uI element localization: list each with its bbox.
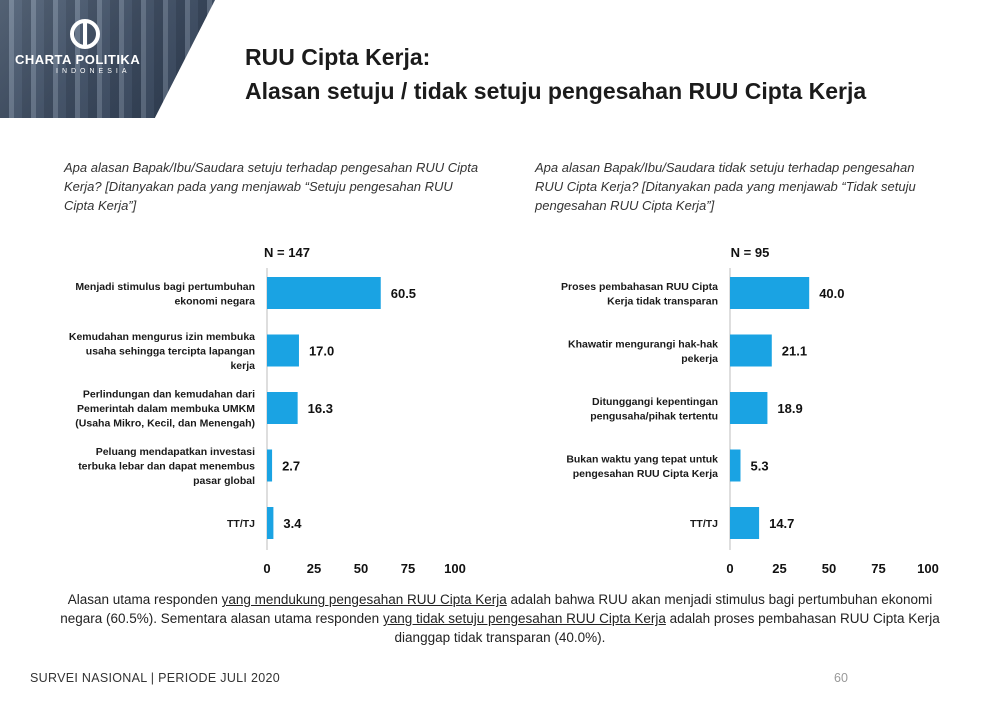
right-bar-value-4: 5.3 — [750, 458, 769, 474]
left-category-label-2-line-3: kerja — [230, 360, 255, 372]
left-category-label-5 — [227, 518, 255, 530]
survey-footer: SURVEI NASIONAL | PERIODE JULI 2020 — [30, 671, 280, 685]
logo-subtitle: INDONESIA — [56, 68, 131, 75]
right-chart-title: N = 95 — [730, 245, 770, 260]
summary-supporters: yang mendukung pengesahan RUU Cipta Kerja — [221, 592, 507, 607]
right-bar-1 — [730, 277, 809, 309]
left-bar-value-2: 17.0 — [308, 343, 335, 359]
left-x-tick-75: 75 — [400, 561, 416, 576]
right-x-tick-25: 25 — [772, 561, 787, 576]
left-category-label-5-line-1: TT/TJ — [227, 518, 255, 530]
left-category-label-1 — [75, 281, 255, 308]
right-category-label-5-line-1: TT/TJ — [690, 518, 718, 530]
right-category-label-1 — [561, 281, 718, 308]
title-line-2: Alasan setuju / tidak setuju pengesahan RUU Cipta Kerja — [245, 78, 867, 104]
right-x-tick-75: 75 — [871, 561, 886, 576]
right-category-label-5 — [690, 518, 718, 530]
left-category-label-3-line-2: Pemerintah dalam membuka UMKM — [77, 403, 255, 415]
left-bar-3 — [267, 392, 298, 424]
summary-text — [60, 590, 940, 647]
left-bar-1 — [267, 277, 381, 309]
logo-name: CHARTA POLITIKA — [15, 52, 141, 67]
left-category-label-4-line-1: Peluang mendapatkan investasi — [95, 446, 255, 458]
left-bar-2 — [267, 335, 299, 367]
left-category-label-3-line-1: Perlindungan dan kemudahan dari — [82, 388, 255, 401]
left-category-label-4-line-2: terbuka lebar dan dapat menembus — [78, 460, 255, 473]
right-bar-2 — [730, 335, 772, 367]
left-bar-value-3: 16.3 — [307, 401, 333, 416]
summary-part-1: Alasan utama responden — [67, 592, 222, 607]
left-bar-value-5: 3.4 — [283, 516, 302, 531]
left-category-label-2-line-1: Kemudahan mengurus izin membuka — [68, 331, 255, 343]
left-bar-5 — [267, 507, 273, 539]
summary-opponents: yang tidak setuju pengesahan RUU Cipta Kerja — [382, 611, 666, 626]
right-category-label-3 — [590, 396, 718, 423]
right-category-label-2-line-1: Khawatir mengurangi hak-hak — [568, 338, 718, 351]
right-bar-3 — [730, 392, 767, 424]
left-category-label-4-line-3: pasar global — [193, 475, 255, 487]
right-category-label-3-line-1: Ditunggangi kepentingan — [592, 395, 718, 408]
right-category-label-4-line-1: Bukan waktu yang tepat untuk — [566, 453, 718, 466]
left-chart-title: N = 147 — [264, 245, 310, 260]
right-x-tick-0: 0 — [726, 561, 734, 576]
right-bar-value-2: 21.1 — [781, 343, 808, 359]
right-bar-value-5: 14.7 — [769, 516, 795, 531]
right-category-label-1-line-1: Proses pembahasan RUU Cipta — [561, 280, 718, 293]
left-x-tick-25: 25 — [306, 561, 322, 576]
right-category-label-4 — [566, 453, 718, 480]
left-category-label-3 — [75, 389, 255, 430]
left-category-label-3-line-3: (Usaha Mikro, Kecil, dan Menengah) — [75, 417, 255, 430]
right-bar-value-1: 40.0 — [819, 286, 845, 301]
summary-part-3: adalah proses pembahasan RUU Cipta Kerja dianggap tidak transparan (40.0%). — [394, 611, 940, 645]
question-left: Apa alasan Bapak/Ibu/Saudara setuju terhadap pengesahan RUU Cipta Kerja? [Ditanyakan pada yang menjawab “Setuju pengesahan RUU Cipta Kerja”] — [64, 160, 479, 213]
left-x-tick-0: 0 — [263, 561, 271, 576]
left-category-label-2-line-2: usaha sehingga tercipta lapangan — [85, 345, 255, 358]
left-bar-4 — [267, 450, 272, 482]
left-category-label-4 — [78, 446, 255, 487]
left-category-label-2 — [69, 331, 255, 372]
right-category-label-2-line-2: pekerja — [681, 352, 718, 365]
right-x-tick-50: 50 — [821, 561, 837, 576]
question-right: Apa alasan Bapak/Ibu/Saudara tidak setuju terhadap pengesahan RUU Cipta Kerja? [Ditanyakan pada yang menjawab “Tidak setuju pengesahan RUU Cipta Kerja”] — [535, 160, 916, 213]
left-bar-value-4: 2.7 — [282, 458, 301, 474]
title-line-1: RUU Cipta Kerja: — [245, 44, 431, 70]
left-x-tick-100: 100 — [444, 561, 466, 576]
right-bar-4 — [730, 450, 740, 482]
right-category-label-3-line-2: pengusaha/pihak tertentu — [590, 410, 718, 423]
right-bar-5 — [730, 507, 759, 539]
right-x-tick-100: 100 — [917, 561, 939, 576]
page-number: 60 — [834, 671, 848, 685]
right-category-label-1-line-2: Kerja tidak transparan — [607, 295, 718, 308]
left-category-label-1-line-2: ekonomi negara — [174, 295, 255, 308]
left-category-label-1-line-1: Menjadi stimulus bagi pertumbuhan — [75, 280, 255, 293]
right-category-label-2 — [568, 338, 718, 365]
summary-part-2: adalah bahwa RUU akan menjadi stimulus bagi pertumbuhan ekonomi negara (60.5%). Sementara alasan utama responden — [60, 592, 933, 626]
right-category-label-4-line-2: pengesahan RUU Cipta Kerja — [572, 467, 718, 480]
left-bar-value-1: 60.5 — [390, 286, 417, 301]
right-bar-value-3: 18.9 — [777, 401, 803, 416]
left-x-tick-50: 50 — [353, 561, 369, 576]
